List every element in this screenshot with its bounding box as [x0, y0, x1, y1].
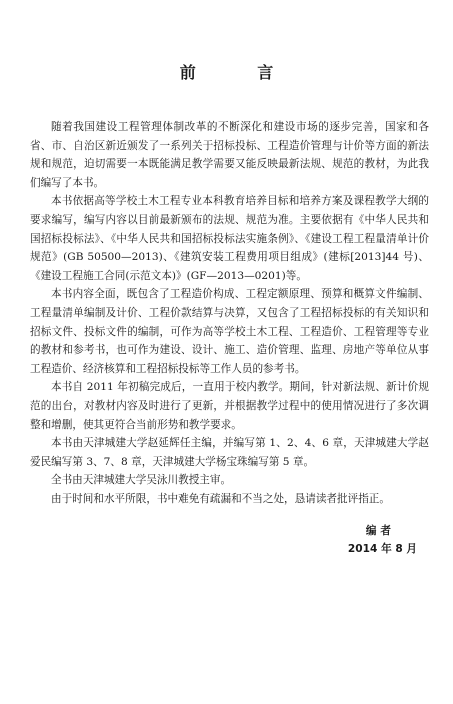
paragraph-7: 由于时间和水平所限，书中难免有疏漏和不当之处，恳请读者批评指正。 — [51, 492, 390, 505]
paragraph-3: 本书内容全面，既包含了工程造价构成、工程定额原理、预算和概算文件编制、工程量清单编制及计价、工程价款结算与决算，又包含了工程招标投标的有关知识和招标文件、投标文件的编制，可作为高等学校土木工程、工程造价、工程管理等专业的教材和参考书，也可作为建设、设计、施工、造价管理、监理、房地产等单位从事工程造价、经济核算和工程招标投标等工作人员的参考书。 — [30, 288, 429, 375]
preface-body — [30, 118, 429, 508]
paragraph-6: 全书由天津城建大学吴泳川教授主审。 — [51, 474, 232, 487]
paragraph-4: 本书自 2011 年初稿完成后，一直用于校内教学。期间，针对新法规、新计价规范的出台，对教材内容及时进行了更新，并根据教学过程中的使用情况进行了多次调整和增删，使其更符合当前形势和教学要求。 — [30, 381, 429, 431]
signature-author: 编者 — [365, 525, 395, 537]
paragraph-5: 本书由天津城建大学赵延辉任主编，并编写第 1、2、4、6 章，天津城建大学赵爱民编写第 3、7、8 章，天津城建大学杨宝珠编写第 5 章。 — [30, 437, 429, 468]
signature-date: 2014 年 8 月 — [347, 543, 417, 555]
paragraph-2: 本书依据高等学校土木工程专业本科教育培养目标和培养方案及课程教学大纲的要求编写，编写内容以目前最新颁布的法规、规范为准。主要依据有《中华人民共和国招标投标法》、《中华人民共和国招标投标法实施条例》、《建设工程工程量清单计价规范》(GB 50500—2013)、《建筑安装工程费用项目组成》(建标[2013]44 号)、《建设工程施工合同(示范文本)》(GF—2013—0201)等。 — [30, 195, 429, 282]
page-title: 前 言 — [179, 63, 302, 82]
signature-block — [348, 522, 417, 558]
paragraph-1: 随着我国建设工程管理体制改革的不断深化和建设市场的逐步完善，国家和各省、市、自治区新近颁发了一系列关于招标投标、工程造价管理与计价等方面的新法规和规范，迫切需要一本既能满足教学需要又能反映最新法规、规范的教材，为此我们编写了本书。 — [30, 121, 429, 189]
